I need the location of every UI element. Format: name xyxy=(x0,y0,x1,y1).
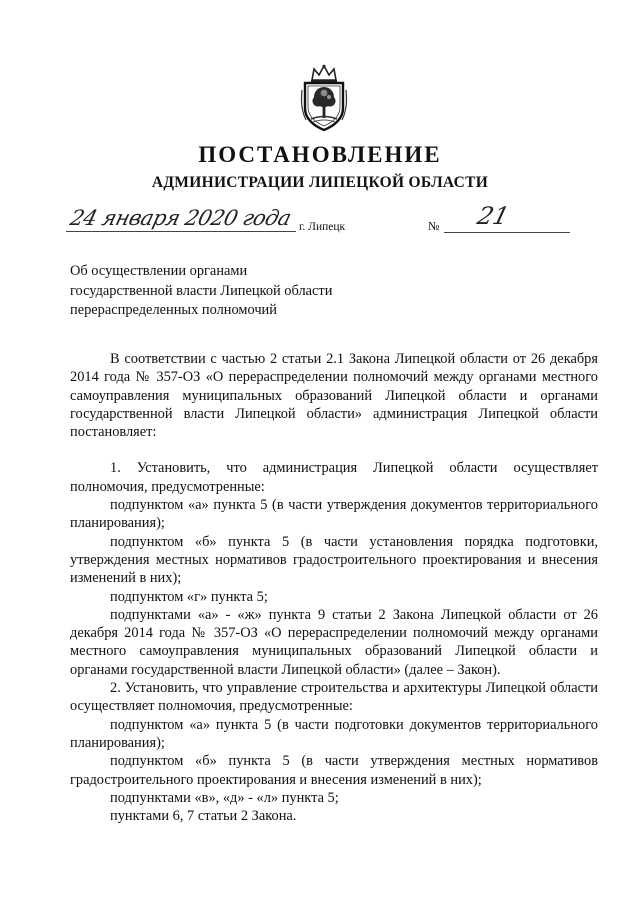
heading-line: Об осуществлении органами xyxy=(70,263,248,279)
city-label: г. Липецк xyxy=(299,221,346,233)
issuing-authority: АДМИНИСТРАЦИИ ЛИПЕЦКОЙ ОБЛАСТИ xyxy=(151,174,489,191)
document-body xyxy=(70,350,598,825)
handwritten-date: 24 января 2020 года xyxy=(67,206,294,230)
subclause-paragraph: подпунктом «б» пункта 5 (в части установления порядка подготовки, утверждения местных нормативов градостроительного проектирования и внесения изменений в них); xyxy=(70,533,598,587)
subclause-paragraph: подпунктами «а» - «ж» пункта 9 статьи 2 Закона Липецкой области от 26 декабря 2014 года № 357-ОЗ «О перераспределении полномочий между органами местного самоуправления муниципальных образований Липецкой области и органами государственной власти Липецкой области» (далее – Закон). xyxy=(70,606,598,678)
subclause-paragraph: подпунктом «а» пункта 5 (в части подготовки документов территориального планирования); xyxy=(70,716,598,751)
number-underline xyxy=(444,232,570,233)
heading-line: перераспределенных полномочий xyxy=(70,302,277,318)
heading-line: государственной власти Липецкой области xyxy=(70,282,333,299)
subclause-paragraph: пунктами 6, 7 статьи 2 Закона. xyxy=(110,808,297,825)
number-label: № xyxy=(428,219,440,233)
document-type-title: ПОСТАНОВЛЕНИЕ xyxy=(198,142,442,167)
subclause-paragraph: подпунктом «г» пункта 5; xyxy=(110,588,268,605)
preamble-paragraph: В соответствии с частью 2 статьи 2.1 Закона Липецкой области от 26 декабря 2014 года № 357-ОЗ «О перераспределении полномочий между органами местного самоуправления муниципальных образований Липецкой области и органами государственной власти Липецкой области» администрация Липецкой области постановляет: xyxy=(70,351,598,441)
subclause-paragraph: подпунктом «б» пункта 5 (в части утверждения местных нормативов градостроительного проектирования и внесения изменений в них); xyxy=(70,753,598,788)
clause-2-paragraph: 2. Установить, что управление строительства и архитектуры Липецкой области осуществляет полномочия, предусмотренные: xyxy=(70,680,598,715)
coat-of-arms-icon xyxy=(298,64,350,132)
subclause-paragraph: подпунктами «в», «д» - «л» пункта 5; xyxy=(110,789,339,806)
handwritten-number: 21 xyxy=(474,202,513,230)
document-heading xyxy=(70,262,370,321)
subclause-paragraph: подпунктом «а» пункта 5 (в части утверждения документов территориального планирования); xyxy=(70,497,598,532)
date-underline xyxy=(66,231,296,232)
clause-1-paragraph: 1. Установить, что администрация Липецкой области осуществляет полномочия, предусмотренные: xyxy=(70,460,598,495)
